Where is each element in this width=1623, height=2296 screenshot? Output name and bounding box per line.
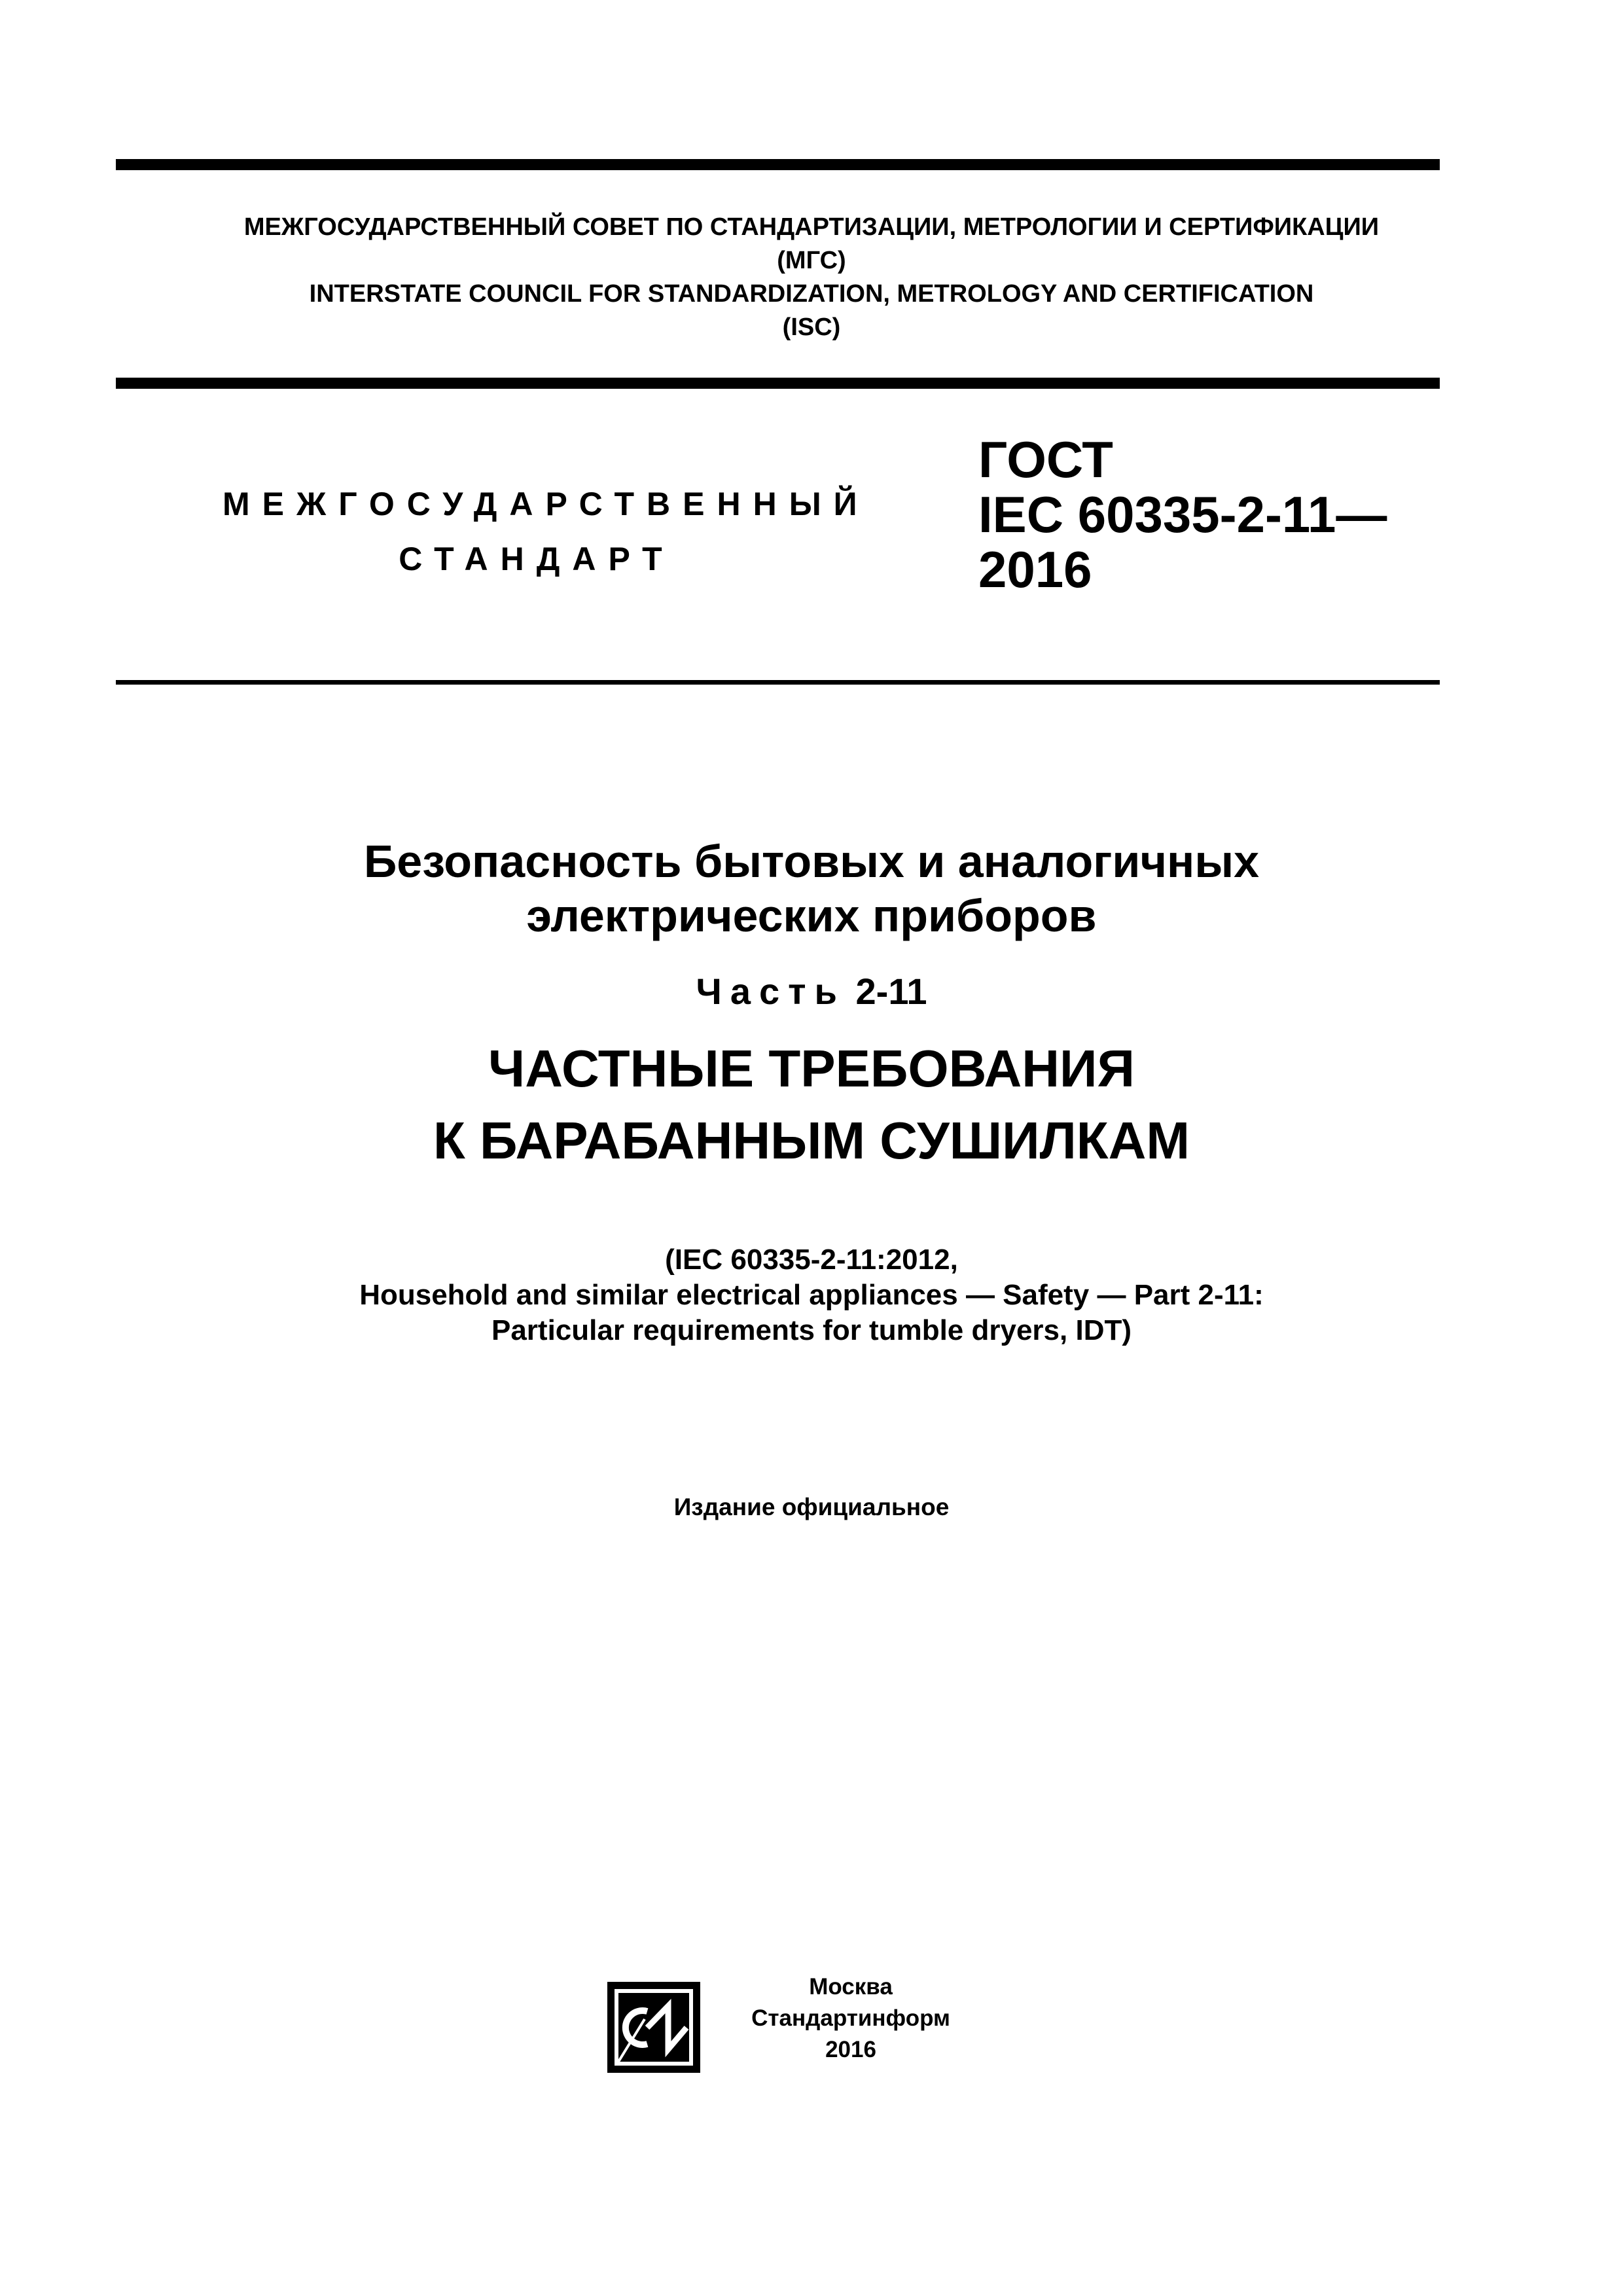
reference-line2: Household and similar electrical appliances — Safety — Part 2-11: <box>359 1279 1264 1311</box>
council-header <box>0 211 1623 344</box>
council-abbr-ru: (МГС) <box>777 247 846 274</box>
subtitle-line1: ЧАСТНЫЕ ТРЕБОВАНИЯ <box>488 1039 1135 1098</box>
council-abbr-en: (ISC) <box>782 314 841 341</box>
publisher-block <box>720 1971 982 2066</box>
edition-note: Издание официальное <box>673 1494 950 1520</box>
standard-kind <box>223 476 870 586</box>
standartinform-logo-icon <box>605 1980 702 2075</box>
document-title <box>0 834 1623 943</box>
part-number: 2-11 <box>855 971 927 1012</box>
publisher-year: 2016 <box>825 2037 876 2062</box>
top-rule <box>116 159 1440 170</box>
standard-kind-line1: МЕЖГОСУДАРСТВЕННЫЙ <box>223 486 870 522</box>
international-reference <box>0 1242 1623 1348</box>
designation-line2: IEC 60335-2-11— <box>978 486 1387 543</box>
reference-line3: Particular requirements for tumble dryers, IDT) <box>491 1314 1132 1346</box>
council-name-en: INTERSTATE COUNCIL FOR STANDARDIZATION, METROLOGY AND CERTIFICATION <box>309 280 1314 308</box>
title-line1: Безопасность бытовых и аналогичных <box>363 836 1260 887</box>
subtitle-line2: К БАРАБАННЫМ СУШИЛКАМ <box>433 1111 1190 1170</box>
publisher-name: Стандартинформ <box>751 2005 950 2031</box>
council-name-ru: МЕЖГОСУДАРСТВЕННЫЙ СОВЕТ ПО СТАНДАРТИЗАЦИИ, МЕТРОЛОГИИ И СЕРТИФИКАЦИИ <box>243 213 1380 241</box>
designation-line3: 2016 <box>978 541 1092 598</box>
standard-kind-line2: СТАНДАРТ <box>399 541 675 577</box>
designation-rule <box>116 680 1440 685</box>
document-subtitle <box>0 1033 1623 1177</box>
title-line2: электрических приборов <box>526 890 1097 941</box>
part-label <box>0 969 1623 1014</box>
header-rule <box>116 378 1440 389</box>
standard-designation <box>978 432 1387 597</box>
part-word: Часть <box>696 971 846 1012</box>
reference-line1: (IEC 60335-2-11:2012, <box>665 1244 958 1276</box>
designation-line1: ГОСТ <box>978 431 1113 488</box>
publisher-city: Москва <box>809 1974 893 2000</box>
